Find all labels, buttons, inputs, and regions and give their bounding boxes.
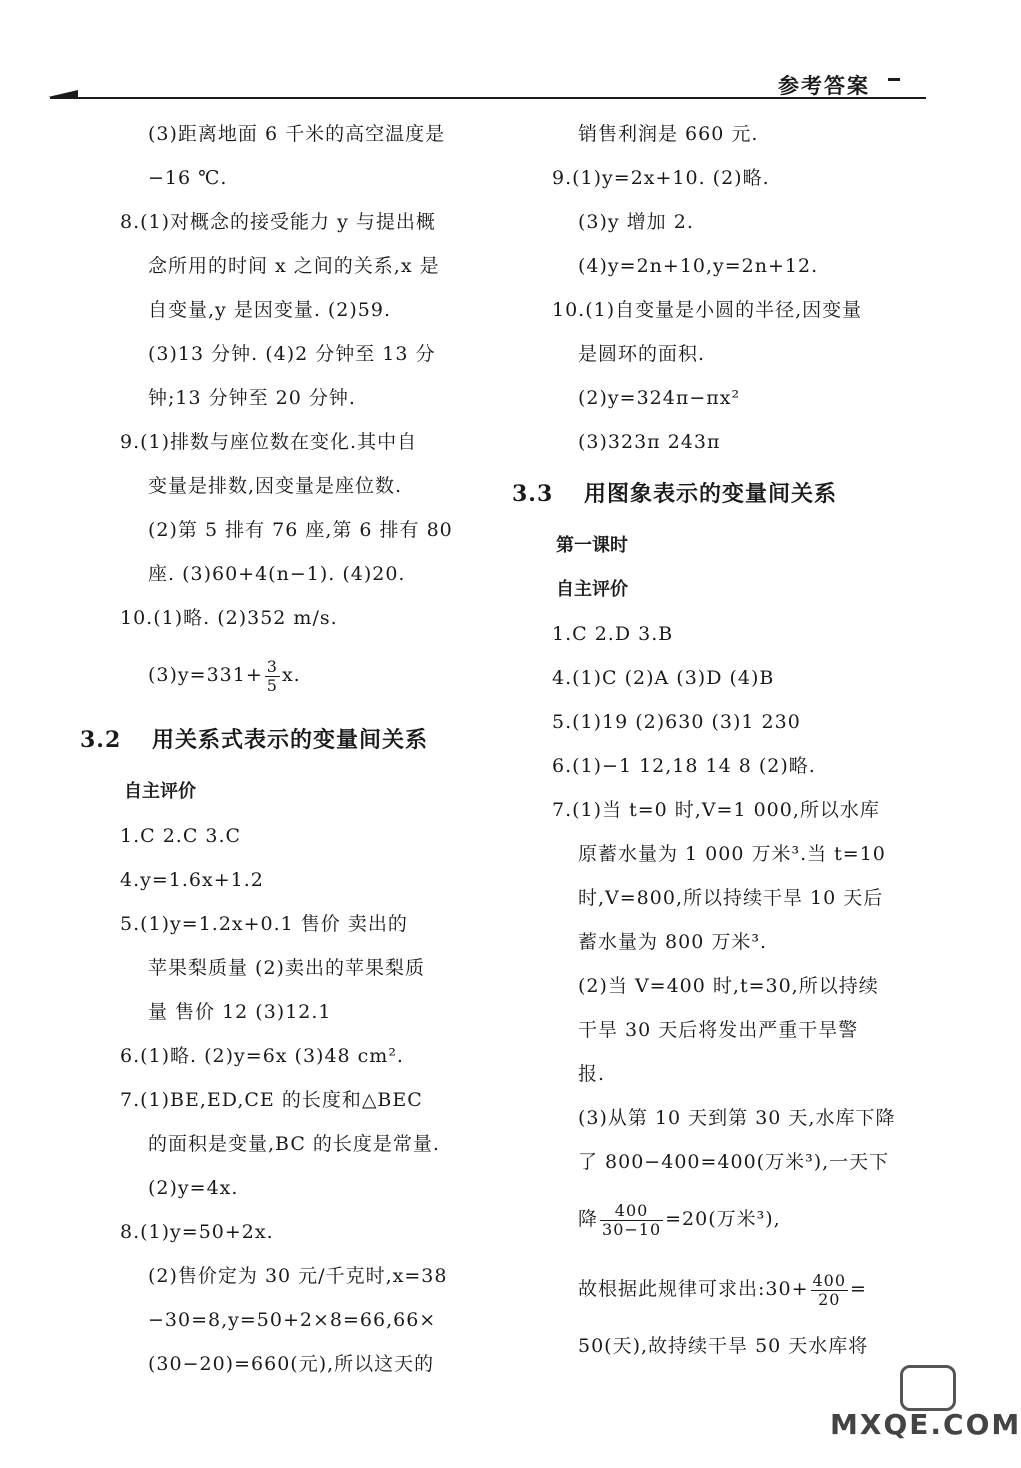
formula-text: =20(万米³), <box>665 1208 781 1230</box>
answer-line: (3)从第 10 天到第 30 天,水库下降 <box>578 1107 896 1129</box>
answer-line: (2)y=4x. <box>148 1177 239 1199</box>
formula-text: 降 <box>578 1208 599 1230</box>
fraction-numerator: 400 <box>812 1270 847 1290</box>
answer-line: 1.C 2.C 3.C <box>120 825 242 847</box>
answer-line: 1.C 2.D 3.B <box>552 623 674 645</box>
text-line: −16 ℃. <box>148 167 228 189</box>
fraction-denominator: 30−10 <box>602 1219 662 1239</box>
formula-text: 故根据此规律可求出:30+ <box>578 1278 809 1300</box>
section-title: 用关系式表示的变量间关系 <box>152 727 429 753</box>
text-line: 是圆环的面积. <box>578 343 706 365</box>
header-dash <box>888 78 900 81</box>
subheading: 自主评价 <box>556 579 628 600</box>
text-line: 自变量,y 是因变量. (2)59. <box>148 299 392 321</box>
answer-line: 8.(1)y=50+2x. <box>120 1221 274 1243</box>
page-header-title: 参考答案 <box>778 73 870 98</box>
text-line: (4)y=2n+10,y=2n+12. <box>578 255 819 277</box>
text-line: (3)323π 243π <box>578 431 721 453</box>
answer-line: 4.(1)C (2)A (3)D (4)B <box>552 667 775 689</box>
formula-text: = <box>850 1278 867 1300</box>
answer-line: 了 800−400=400(万米³),一天下 <box>578 1151 890 1173</box>
right-column <box>512 112 972 1368</box>
answer-line: −30=8,y=50+2×8=66,66× <box>148 1309 437 1331</box>
formula-text: (3)y=331+ <box>148 664 263 686</box>
answer-line: 5.(1)19 (2)630 (3)1 230 <box>552 711 801 733</box>
answer-line: 报. <box>578 1063 606 1085</box>
answer-line: 时,V=800,所以持续干旱 10 天后 <box>578 887 884 909</box>
header-wedge <box>48 90 78 97</box>
answer-line: 7.(1)BE,ED,CE 的长度和△BEC <box>120 1089 423 1111</box>
section-number: 3.3 <box>512 481 554 507</box>
text-line: (2)y=324π−πx² <box>578 387 741 409</box>
formula-line <box>120 640 540 710</box>
text-line: 座. (3)60+4(n−1). (4)20. <box>148 563 406 585</box>
section-number: 3.2 <box>80 727 122 753</box>
text-line: (2)第 5 排有 76 座,第 6 排有 80 <box>148 519 453 541</box>
answer-line: (30−20)=660(元),所以这天的 <box>148 1353 435 1375</box>
lesson-heading: 第一课时 <box>556 535 628 556</box>
text-line: 钟;13 分钟至 20 分钟. <box>148 387 356 409</box>
section-heading-3-2 <box>80 710 540 770</box>
text-line: 变量是排数,因变量是座位数. <box>148 475 403 497</box>
section-heading-3-3 <box>512 464 972 524</box>
fraction <box>600 1202 663 1239</box>
watermark-logo <box>900 1365 956 1411</box>
answer-line: 4.y=1.6x+1.2 <box>120 869 264 891</box>
formula-text: x. <box>281 664 301 686</box>
answer-line: 的面积是变量,BC 的长度是常量. <box>148 1133 440 1155</box>
text-line: 销售利润是 660 元. <box>578 123 759 145</box>
formula-line <box>552 1254 972 1324</box>
fraction-denominator: 20 <box>818 1289 841 1309</box>
answer-line: 原蓄水量为 1 000 万米³.当 t=10 <box>578 843 886 865</box>
answer-line: 干旱 30 天后将发出严重干旱警 <box>578 1019 859 1041</box>
answer-line: (2)售价定为 30 元/千克时,x=38 <box>148 1265 448 1287</box>
text-line: 9.(1)y=2x+10. (2)略. <box>552 167 770 189</box>
answer-line: 苹果梨质量 (2)卖出的苹果梨质 <box>148 957 425 979</box>
left-column <box>80 112 540 1386</box>
answer-line: 7.(1)当 t=0 时,V=1 000,所以水库 <box>552 799 880 821</box>
fraction-numerator: 3 <box>266 656 278 676</box>
text-line: (3)距离地面 6 千米的高空温度是 <box>148 123 446 145</box>
fraction <box>265 658 280 695</box>
answer-line: 6.(1)−1 12,18 14 8 (2)略. <box>552 755 816 777</box>
text-line: (3)13 分钟. (4)2 分钟至 13 分 <box>148 343 436 365</box>
fraction-numerator: 400 <box>600 1202 663 1221</box>
formula-line <box>552 1184 972 1254</box>
answer-line: (2)当 V=400 时,t=30,所以持续 <box>578 975 879 997</box>
fraction <box>811 1272 849 1309</box>
text-line: 8.(1)对概念的接受能力 y 与提出概 <box>120 211 436 233</box>
text-line: 10.(1)略. (2)352 m/s. <box>120 607 338 629</box>
text-line: 9.(1)排数与座位数在变化.其中自 <box>120 431 418 453</box>
text-line: 10.(1)自变量是小圆的半径,因变量 <box>552 299 863 321</box>
watermark-text: MXQE.COM <box>830 1408 1021 1441</box>
answer-line: 50(天),故持续干旱 50 天水库将 <box>578 1335 869 1357</box>
subheading: 自主评价 <box>124 781 196 802</box>
answer-line: 量 售价 12 (3)12.1 <box>148 1001 332 1023</box>
answer-line: 蓄水量为 800 万米³. <box>578 931 768 953</box>
section-title: 用图象表示的变量间关系 <box>584 481 838 507</box>
text-line: (3)y 增加 2. <box>578 211 694 233</box>
text-line: 念所用的时间 x 之间的关系,x 是 <box>148 255 440 277</box>
answer-line: 5.(1)y=1.2x+0.1 售价 卖出的 <box>120 913 408 935</box>
answer-line: 6.(1)略. (2)y=6x (3)48 cm². <box>120 1045 404 1067</box>
fraction-denominator: 5 <box>266 675 278 695</box>
